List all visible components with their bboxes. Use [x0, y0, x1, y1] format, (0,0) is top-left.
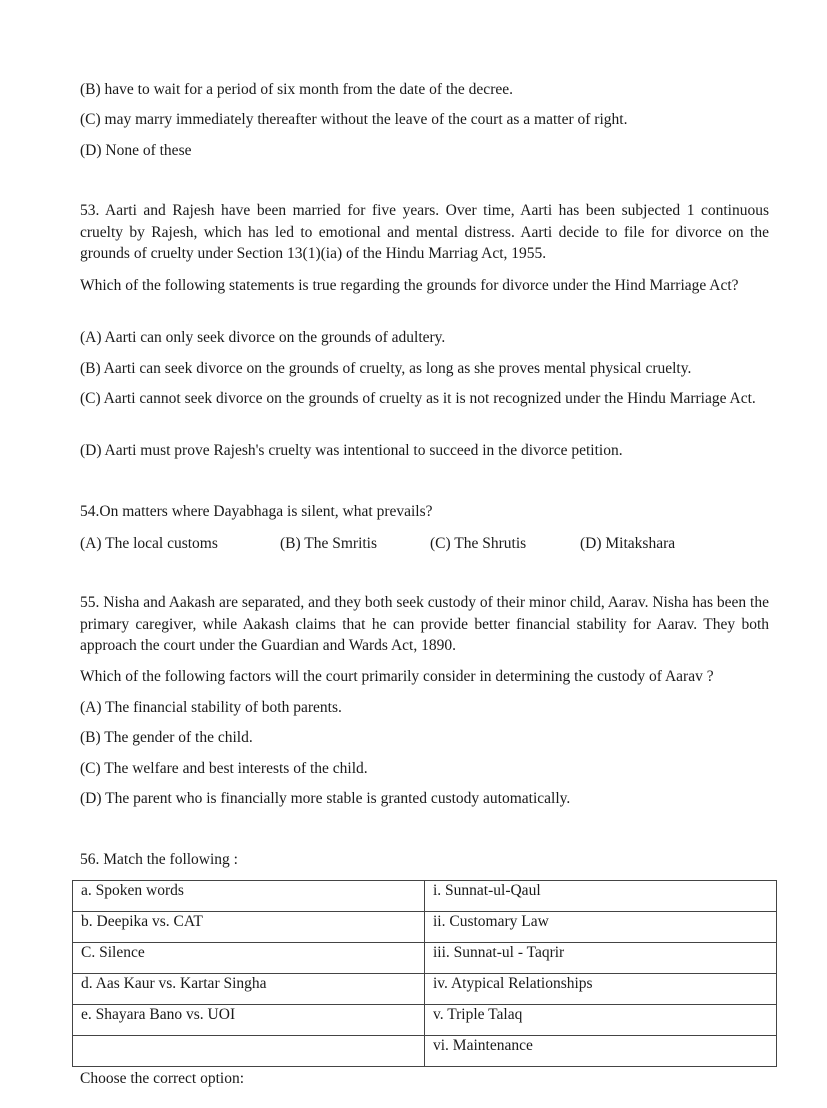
q54-option-d: (D) Mitakshara	[580, 535, 676, 552]
table-row	[73, 943, 777, 974]
table-cell: d. Aas Kaur vs. Kartar Singha	[73, 974, 425, 1005]
q54-stem: 54.On matters where Dayabhaga is silent, what prevails?	[80, 503, 433, 520]
q55-option-b: (B) The gender of the child.	[80, 729, 253, 746]
q55-option-c: (C) The welfare and best interests of the child.	[80, 760, 368, 777]
table-cell: v. Triple Talaq	[425, 1005, 777, 1036]
match-table	[72, 880, 777, 1067]
q52-option-d: (D) None of these	[80, 142, 192, 159]
table-cell: b. Deepika vs. CAT	[73, 912, 425, 943]
q53-option-b: (B) Aarti can seek divorce on the grounds of cruelty, as long as she proves mental physical cruelty.	[80, 360, 692, 377]
q52-option-b: (B) have to wait for a period of six month from the date of the decree.	[80, 81, 513, 98]
table-row	[73, 1005, 777, 1036]
table-row	[73, 881, 777, 912]
q52-option-c: (C) may marry immediately thereafter without the leave of the court as a matter of right.	[80, 111, 628, 128]
table-cell	[73, 1036, 425, 1067]
q56-footer: Choose the correct option:	[80, 1070, 244, 1087]
table-cell: iv. Atypical Relationships	[425, 974, 777, 1005]
table-row	[73, 912, 777, 943]
q55-option-a: (A) The financial stability of both parents.	[80, 699, 342, 716]
table-cell: a. Spoken words	[73, 881, 425, 912]
q56-stem: 56. Match the following :	[80, 851, 238, 868]
q53-option-c: (C) Aarti cannot seek divorce on the grounds of cruelty as it is not recognized under the Hindu Marriage Act.	[80, 390, 756, 407]
q55-stem: 55. Nisha and Aakash are separated, and they both seek custody of their minor child, Aarav. Nisha has been the primary caregiver, while Aakash claims that he can provide better financial stability for Aarav. They both approach the court under the Guardian and Wards Act, 1890.	[80, 594, 769, 654]
q53-stem: 53. Aarti and Rajesh have been married for five years. Over time, Aarti has been subjected 1 continuous cruelty by Rajesh, which has led to emotional and mental distress. Aarti decide to file for divorce on the grounds of cruelty under Section 13(1)(ia) of the Hindu Marriag Act, 1955.	[80, 202, 769, 262]
q55-option-d: (D) The parent who is financially more stable is granted custody automatically.	[80, 790, 571, 807]
table-row	[73, 974, 777, 1005]
q53-option-d: (D) Aarti must prove Rajesh's cruelty was intentional to succeed in the divorce petition.	[80, 442, 623, 459]
table-row	[73, 1036, 777, 1067]
table-cell: e. Shayara Bano vs. UOI	[73, 1005, 425, 1036]
q55-question: Which of the following factors will the court primarily consider in determining the custody of Aarav ?	[80, 668, 714, 685]
table-cell: C. Silence	[73, 943, 425, 974]
q54-option-c: (C) The Shrutis	[430, 535, 527, 552]
table-cell: ii. Customary Law	[425, 912, 777, 943]
table-cell: vi. Maintenance	[425, 1036, 777, 1067]
q54-option-a: (A) The local customs	[80, 535, 218, 552]
q53-option-a: (A) Aarti can only seek divorce on the grounds of adultery.	[80, 329, 446, 346]
q53-question: Which of the following statements is true regarding the grounds for divorce under the Hind Marriage Act?	[80, 277, 739, 294]
table-cell: i. Sunnat-ul-Qaul	[425, 881, 777, 912]
table-cell: iii. Sunnat-ul - Taqrir	[425, 943, 777, 974]
q54-option-b: (B) The Smritis	[280, 535, 378, 552]
